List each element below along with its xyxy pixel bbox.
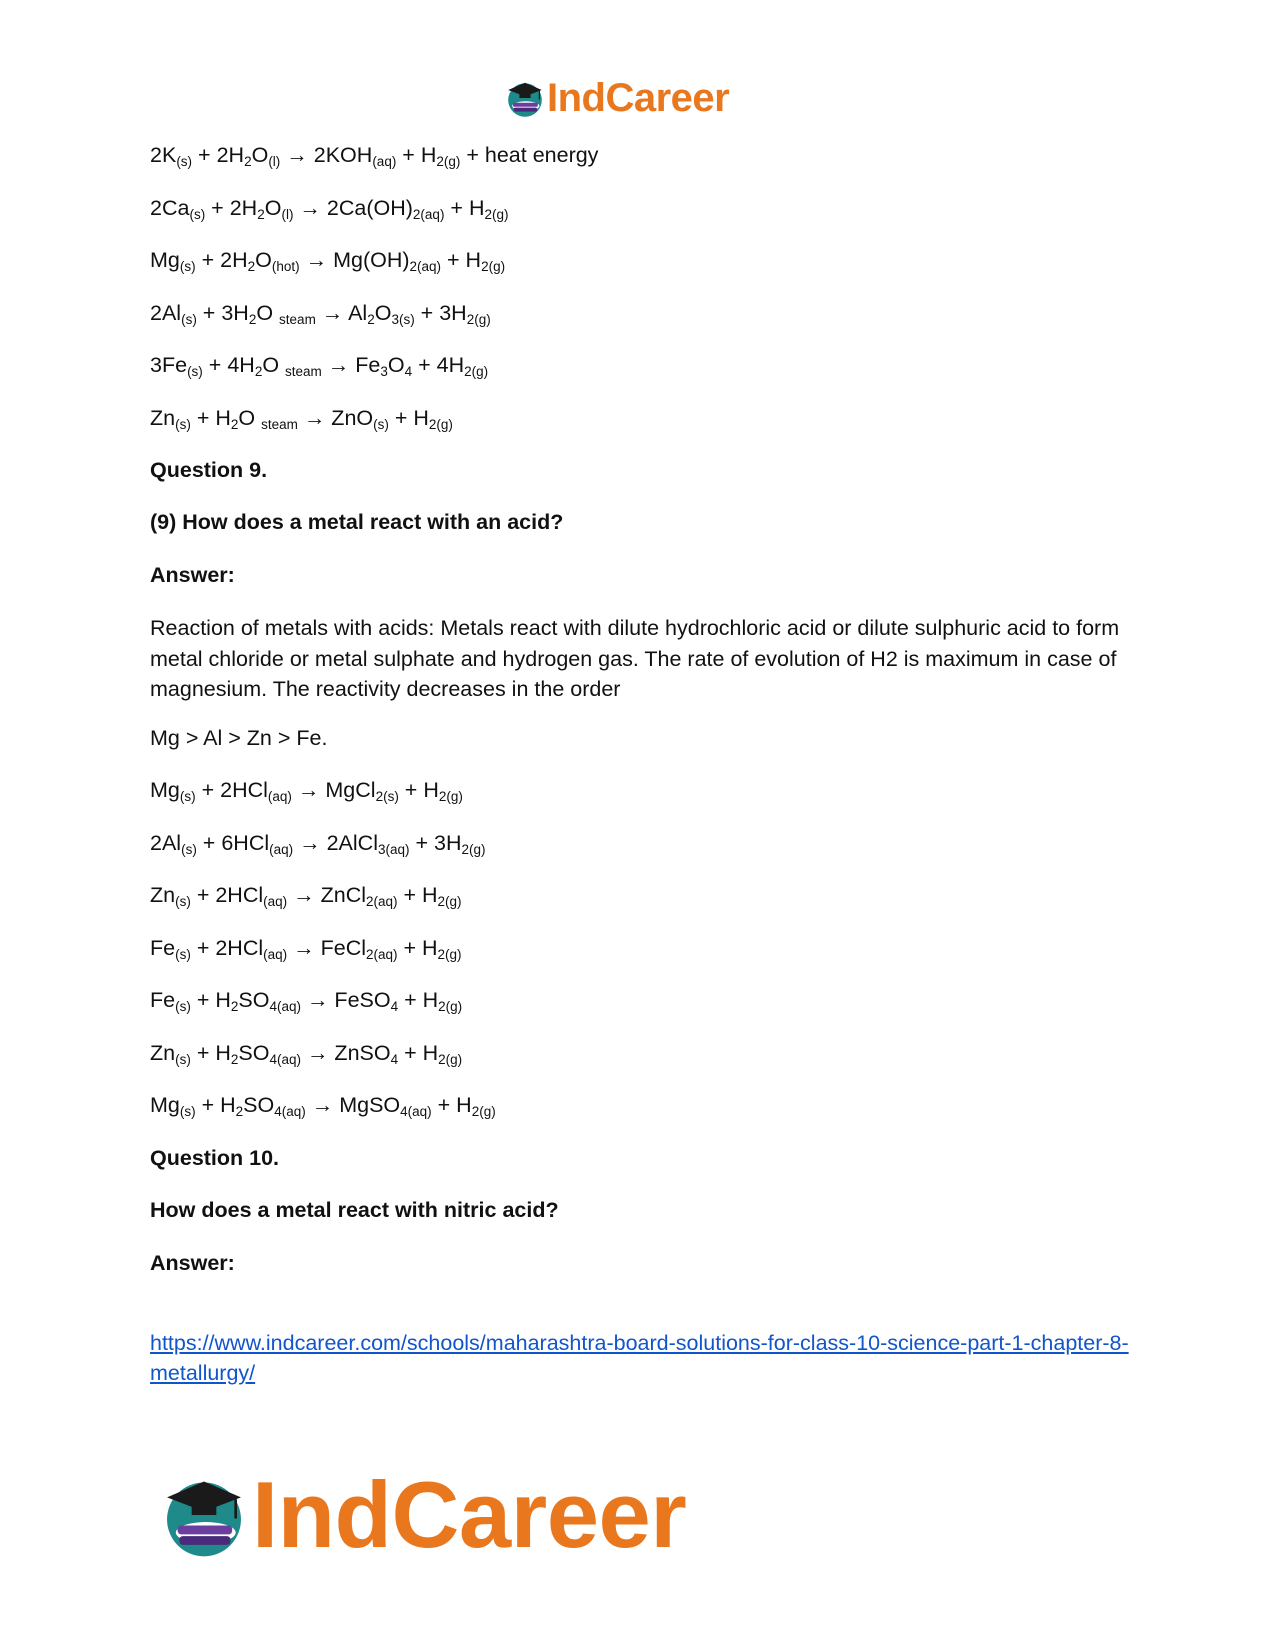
equation-ca: [150, 194, 508, 222]
question-9-text: (9) How does a metal react with an acid?: [150, 510, 564, 534]
graduation-cap-books-icon: [505, 78, 545, 118]
equation-term: → Al: [315, 301, 368, 325]
subscript: (l): [281, 207, 294, 222]
question-10-heading: Question 10.: [150, 1146, 280, 1170]
subscript: (aq): [267, 789, 292, 804]
equation-zn-h2so4: [150, 1039, 462, 1067]
subscript: (s): [175, 417, 191, 432]
subscript: steam: [279, 312, 316, 327]
subscript: (aq): [372, 154, 397, 169]
equation-term: O: [374, 301, 392, 325]
equation-term: + H: [431, 1093, 472, 1117]
equation-term: O: [262, 353, 286, 377]
equation-term: → MgSO: [305, 1093, 401, 1117]
equation-term: → MgCl: [291, 778, 376, 802]
equation-term: + H: [190, 988, 231, 1012]
equation-term: + H: [195, 1093, 236, 1117]
equation-term: + 3H: [196, 301, 249, 325]
equation-term: + 4H: [412, 353, 465, 377]
reactivity-order: Mg > Al > Zn > Fe.: [150, 726, 328, 750]
subscript: 2: [257, 207, 265, 222]
equation-term: SO: [238, 1041, 270, 1065]
question-10-text: How does a metal react with nitric acid?: [150, 1198, 559, 1222]
equation-al: [150, 299, 491, 327]
equation-term: 2Al: [150, 301, 182, 325]
equation-term: → Mg(OH): [299, 248, 410, 272]
subscript: (s): [176, 154, 193, 169]
equation-term: + 2H: [205, 196, 258, 220]
equation-term: → ZnO: [297, 406, 374, 430]
subscript: (s): [189, 207, 206, 222]
subscript: 4: [390, 1052, 399, 1067]
equation-k: [150, 141, 598, 169]
subscript: 4(aq): [269, 999, 301, 1014]
subscript: (s): [175, 947, 191, 962]
equation-term: Mg: [150, 778, 180, 802]
equation-term: → ZnCl: [287, 883, 366, 907]
subscript: 4: [404, 364, 413, 379]
equation-term: + 6HCl: [196, 831, 270, 855]
subscript: 2: [254, 364, 263, 379]
equation-term: + H: [388, 406, 429, 430]
equation-term: + H: [398, 1041, 439, 1065]
equation-term: + 2HCl: [190, 883, 264, 907]
equation-term: O: [238, 406, 262, 430]
subscript: 2(g): [471, 1104, 496, 1119]
subscript: (s): [175, 894, 191, 909]
equation-term: + 3H: [414, 301, 467, 325]
equation-term: + 2H: [192, 143, 245, 167]
equation-term: + 2HCl: [190, 936, 264, 960]
equation-term: + 3H: [409, 831, 462, 855]
subscript: 2(s): [375, 789, 399, 804]
equation-term: O: [264, 196, 282, 220]
subscript: (s): [175, 999, 191, 1014]
equation-term: O: [256, 301, 280, 325]
subscript: 2: [247, 259, 256, 274]
subscript: 3(aq): [377, 842, 410, 857]
equation-term: + H: [397, 883, 438, 907]
source-link[interactable]: https://www.indcareer.com/schools/maharashtra-board-solutions-for-class-10-science-part-1-chapter-8-metallurgy/: [150, 1331, 1129, 1385]
subscript: 2(g): [438, 789, 463, 804]
equation-mg-h2so4: [150, 1091, 496, 1119]
equation-zn: [150, 404, 453, 432]
subscript: 2: [230, 999, 239, 1014]
subscript: 2: [235, 1104, 244, 1119]
subscript: 2: [230, 1052, 239, 1067]
subscript: (s): [373, 417, 389, 432]
subscript: (s): [179, 789, 196, 804]
subscript: (s): [175, 1052, 191, 1067]
equation-term: SO: [243, 1093, 275, 1117]
equation-term: O: [251, 143, 269, 167]
subscript: 2: [244, 154, 252, 169]
equation-term: + H: [398, 988, 439, 1012]
footer-logo: [160, 1462, 687, 1567]
subscript: (hot): [271, 259, 300, 274]
subscript: 2(g): [437, 894, 462, 909]
subscript: 4(aq): [274, 1104, 306, 1119]
subscript: (aq): [269, 842, 294, 857]
question-9-heading: Question 9.: [150, 458, 268, 482]
equation-term: + 4H: [202, 353, 255, 377]
equation-term: SO: [238, 988, 270, 1012]
subscript: 2(g): [436, 154, 461, 169]
equation-term: + heat energy: [460, 143, 599, 167]
subscript: (s): [181, 312, 197, 327]
subscript: 4: [390, 999, 399, 1014]
subscript: 2(g): [437, 947, 462, 962]
equation-mg-hcl: [150, 776, 463, 804]
equation-term: + H: [397, 936, 438, 960]
equation-term: → ZnSO: [300, 1041, 391, 1065]
equation-term: → 2AlCl: [293, 831, 378, 855]
equation-fe-h2so4: [150, 986, 462, 1014]
equation-term: Mg: [150, 248, 180, 272]
equation-mg: [150, 246, 505, 274]
equation-term: + H: [396, 143, 437, 167]
equation-term: Fe: [150, 988, 176, 1012]
subscript: 2(aq): [409, 259, 442, 274]
brand-wordmark: IndCareer: [252, 1462, 687, 1567]
equation-term: + 2HCl: [195, 778, 268, 802]
equation-term: → FeSO: [300, 988, 391, 1012]
equation-term: O: [255, 248, 272, 272]
subscript: (s): [181, 842, 197, 857]
subscript: 3: [380, 364, 388, 379]
subscript: steam: [285, 364, 322, 379]
header-logo: [505, 78, 729, 118]
subscript: 2(g): [428, 417, 453, 432]
equation-al-hcl: [150, 829, 486, 857]
subscript: 2(g): [438, 999, 463, 1014]
subscript: 2(g): [466, 312, 491, 327]
subscript: 2(g): [484, 207, 509, 222]
equation-term: Fe: [150, 936, 176, 960]
brand-wordmark: IndCareer: [547, 76, 730, 120]
question-9-answer-label: Answer:: [150, 563, 235, 587]
equation-term: + H: [398, 778, 439, 802]
subscript: 2(g): [461, 842, 486, 857]
subscript: (aq): [263, 894, 288, 909]
equation-term: Zn: [150, 406, 176, 430]
graduation-cap-books-icon: [160, 1471, 248, 1559]
subscript: (aq): [263, 947, 288, 962]
subscript: 2(aq): [366, 947, 398, 962]
equation-term: 2Al: [150, 831, 182, 855]
subscript: 2: [248, 312, 257, 327]
equation-term: Zn: [150, 1041, 176, 1065]
equation-term: + H: [444, 196, 485, 220]
subscript: 2(aq): [366, 894, 398, 909]
equation-term: O: [387, 353, 405, 377]
subscript: 4(aq): [269, 1052, 301, 1067]
subscript: (s): [179, 1104, 196, 1119]
equation-fe: [150, 351, 488, 379]
equation-zn-hcl: [150, 881, 462, 909]
equation-term: 2Ca: [150, 196, 190, 220]
subscript: 2(g): [464, 364, 489, 379]
subscript: steam: [261, 417, 298, 432]
equation-term: → FeCl: [287, 936, 366, 960]
subscript: (s): [187, 364, 203, 379]
question-10-answer-label: Answer:: [150, 1251, 235, 1275]
subscript: 2(g): [438, 1052, 463, 1067]
subscript: (s): [179, 259, 196, 274]
question-9-answer-paragraph: Reaction of metals with acids: Metals react with dilute hydrochloric acid or dilute sulphuric acid to form metal chloride or metal sulphate and hydrogen gas. The rate of evolution of H2 is maximum in case of magnesium. The reactivity decreases in the order: [150, 616, 1120, 701]
equation-term: → Fe: [321, 353, 381, 377]
equation-term: + 2H: [195, 248, 248, 272]
equation-fe-hcl: [150, 934, 462, 962]
equation-term: → 2Ca(OH): [293, 196, 413, 220]
equation-term: + H: [190, 406, 231, 430]
equation-term: Zn: [150, 883, 176, 907]
subscript: 2(g): [481, 259, 506, 274]
equation-term: + H: [190, 1041, 231, 1065]
equation-term: Mg: [150, 1093, 180, 1117]
subscript: (l): [268, 154, 281, 169]
equation-term: + H: [441, 248, 482, 272]
equation-term: 3Fe: [150, 353, 188, 377]
subscript: 2(aq): [412, 207, 445, 222]
subscript: 2: [230, 417, 239, 432]
equation-term: 2K: [150, 143, 177, 167]
subscript: 3(s): [391, 312, 415, 327]
equation-term: → 2KOH: [280, 143, 373, 167]
subscript: 4(aq): [400, 1104, 432, 1119]
subscript: 2: [367, 312, 375, 327]
